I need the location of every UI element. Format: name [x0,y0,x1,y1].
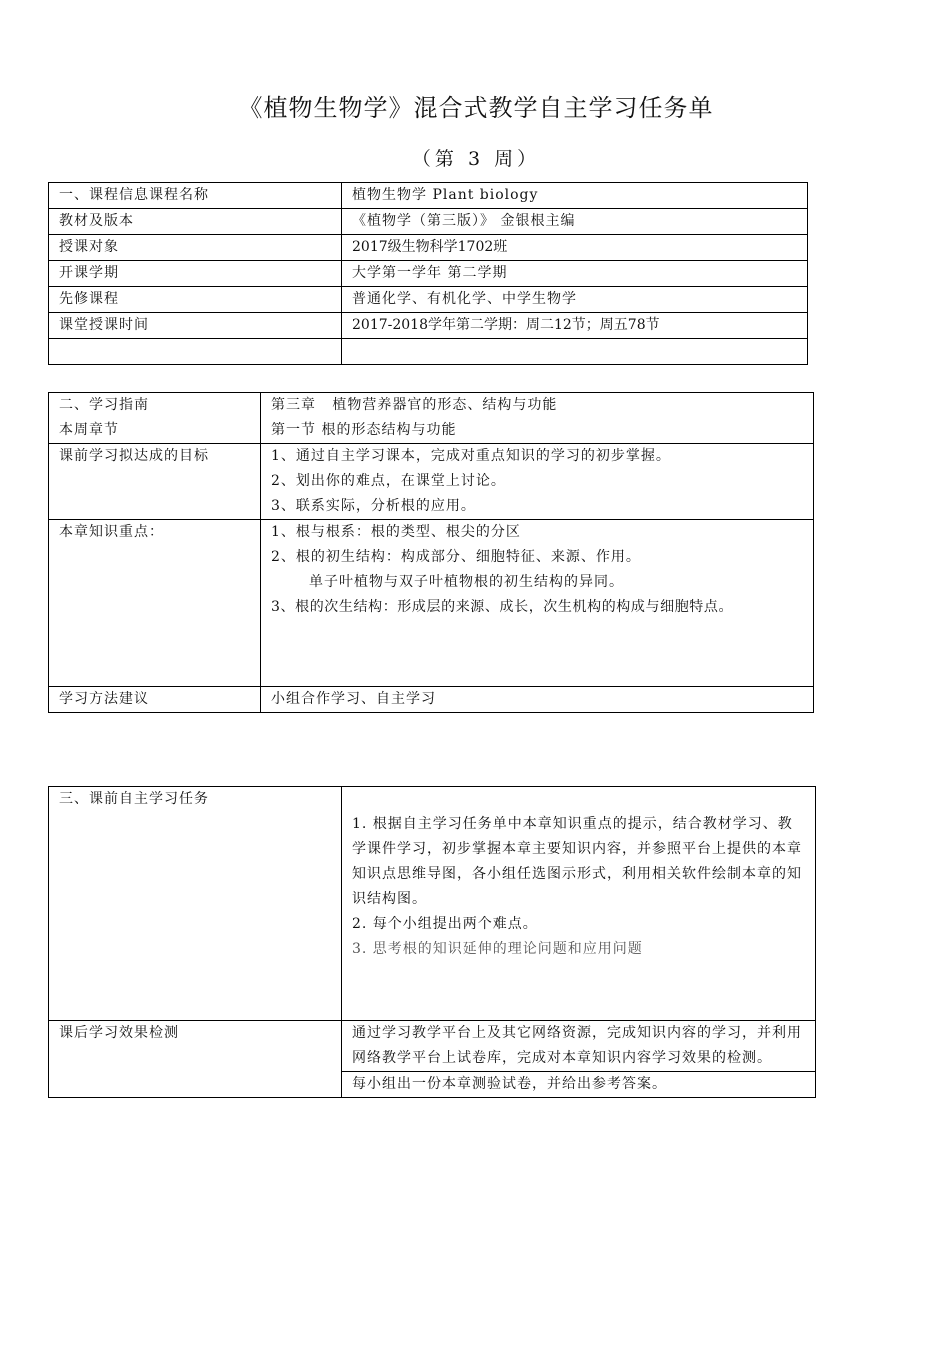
task-cell [342,787,816,1021]
goals-cell [261,444,814,520]
goals-label: 课前学习拟达成的目标 [49,444,261,520]
table-row [49,520,814,687]
check-value [342,1021,816,1072]
table-row [49,444,814,520]
key-point-item: 2、根的初生结构：构成部分、细胞特征、来源、作用。 [271,549,641,565]
key-points-cell [261,520,814,687]
goal-item: 1、通过自主学习课本，完成对重点知识的学习的初步掌握。 [271,448,671,464]
table-row [49,261,808,287]
guide-label-cell [49,393,261,444]
key-points-label: 本章知识重点： [49,520,261,687]
chapter-title: 第三章 植物营养器官的形态、结构与功能 [271,397,558,413]
method-value: 小组合作学习、自主学习 [261,687,814,713]
empty-label [49,339,342,365]
chapter-cell [261,393,814,444]
semester-label: 开课学期 [49,261,342,287]
table-row [49,287,808,313]
task-item: 1. 根据自主学习任务单中本章知识重点的提示，结合教材学习、教学课件学习，初步掌握本章主要知识内容，并参照平台上提供的本章知识点思维导图，各小组任选图示形式，利用相关软件绘制本章的知识结构图。 [352,816,802,907]
task-label: 三、课前自主学习任务 [49,787,342,1021]
table-row [49,393,814,444]
method-label: 学习方法建议 [49,687,261,713]
table-row [49,209,808,235]
class-time-label: 课堂授课时间 [49,313,342,339]
week-subtitle: （第 3 周） [411,148,541,170]
key-point-item: 单子叶植物与双子叶植物根的初生结构的异同。 [309,574,624,590]
check-label: 课后学习效果检测 [49,1021,342,1098]
chapter-label: 本周章节 [59,422,119,438]
table-row [49,787,816,1021]
course-name-label: 一、课程信息课程名称 [49,183,342,209]
audience-value: 2017级生物科学1702班 [342,235,808,261]
prerequisite-label: 先修课程 [49,287,342,313]
table-row [49,235,808,261]
study-guide-table [48,392,814,713]
goal-item: 3、联系实际，分析根的应用。 [271,498,476,514]
key-point-item: 3、根的次生结构：形成层的来源、成长，次生机构的构成与细胞特点。 [271,599,734,615]
prerequisite-value: 普通化学、有机化学、中学生物学 [342,287,808,313]
document-title: 《植物生物学》混合式教学自主学习任务单 [238,94,714,122]
audience-label: 授课对象 [49,235,342,261]
table-row [49,1021,816,1072]
quiz-value: 每小组出一份本章测验试卷，并给出参考答案。 [342,1072,816,1098]
guide-label: 二、学习指南 [59,397,149,413]
section-title: 第一节 根的形态结构与功能 [271,422,457,438]
class-time-value: 2017-2018学年第二学期：周二12节；周五78节 [342,313,808,339]
table-row [49,339,808,365]
empty-value [342,339,808,365]
table-row [49,313,808,339]
key-point-item: 1、根与根系：根的类型、根尖的分区 [271,524,521,540]
tasks-table [48,786,816,1098]
table-row [49,687,814,713]
goal-item: 2、划出你的难点，在课堂上讨论。 [271,473,506,489]
course-info-table [48,182,808,365]
task-item: 2. 每个小组提出两个难点。 [352,916,538,932]
course-name-value: 植物生物学 Plant biology [342,183,808,209]
task-item: 3. 思考根的知识延伸的理论问题和应用问题 [352,941,643,957]
check-text: 通过学习教学平台上及其它网络资源，完成知识内容的学习，并利用网络教学平台上试卷库，完成对本章知识内容学习效果的检测。 [352,1025,802,1066]
table-row [49,183,808,209]
semester-value: 大学第一学年 第二学期 [342,261,808,287]
textbook-value: 《植物学（第三版）》 金银根主编 [342,209,808,235]
textbook-label: 教材及版本 [49,209,342,235]
